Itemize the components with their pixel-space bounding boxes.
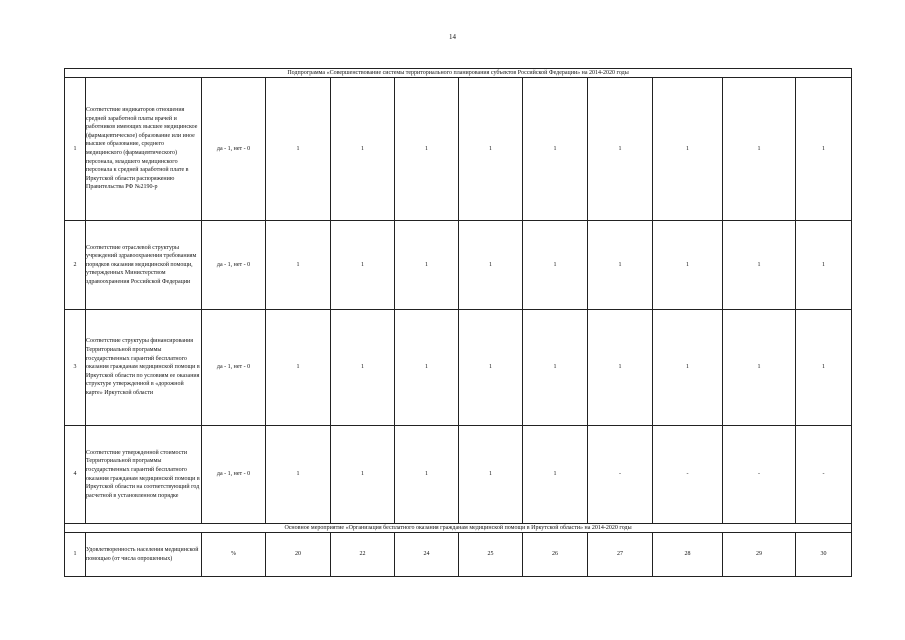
value-cell: 1 (523, 310, 588, 426)
value-cell: 1 (523, 78, 588, 221)
value-cell: 1 (653, 221, 723, 310)
value-cell: 1 (723, 78, 796, 221)
section-header-row (65, 69, 852, 78)
value-cell: 1 (459, 221, 523, 310)
value-cell: 25 (459, 533, 523, 577)
value-cell: 26 (523, 533, 588, 577)
value-cell: 1 (796, 78, 852, 221)
value-cell: 1 (395, 78, 459, 221)
table-row (65, 426, 852, 524)
row-number: 4 (65, 426, 86, 524)
section-title: Основное мероприятие «Организация бесплатного оказания гражданам медицинской помощи в Иркутской области» на 2014-2020 годы (65, 524, 852, 533)
table-row (65, 533, 852, 577)
value-cell: 1 (266, 426, 331, 524)
value-cell: 1 (459, 78, 523, 221)
indicator-name: Соответствие отраслевой структуры учреждений здравоохранения требованиям порядков оказания медицинской помощи, утвержденных Министерством здравоохранения Российской Федерации (86, 221, 202, 310)
value-cell: 1 (331, 426, 395, 524)
value-cell: 1 (796, 221, 852, 310)
value-cell: 1 (588, 78, 653, 221)
unit-cell: да - 1, нет - 0 (202, 310, 266, 426)
value-cell: 1 (459, 310, 523, 426)
unit-cell: % (202, 533, 266, 577)
table-row (65, 78, 852, 221)
value-cell: - (723, 426, 796, 524)
value-cell: 1 (723, 310, 796, 426)
value-cell: 1 (395, 310, 459, 426)
indicator-name: Соответствие утвержденной стоимости Территориальной программы государственных гарантий бесплатного оказания гражданам медицинской помощи в Иркутской области на соответствующий год расчетной в установленном порядке (86, 426, 202, 524)
value-cell: 1 (266, 78, 331, 221)
indicator-name: Соответствие структуры финансирования Территориальной программы государственных гарантий бесплатного оказания гражданам медицинской помощи в Иркутской области по условиям ее оказания структуре утвержденной в «дорожной карте» Иркутской области (86, 310, 202, 426)
value-cell: 1 (796, 310, 852, 426)
value-cell: 1 (266, 310, 331, 426)
value-cell: 27 (588, 533, 653, 577)
row-number: 3 (65, 310, 86, 426)
value-cell: 1 (588, 310, 653, 426)
table-row (65, 310, 852, 426)
value-cell: 1 (395, 426, 459, 524)
value-cell: 1 (331, 78, 395, 221)
indicator-name: Соответствие индикаторов отношения средней заработной платы врачей и работников имеющих высшее медицинское (фармацевтическое) образование или иное высшее образование, среднего медицинского (фармацевтического) персонала, младшего медицинского персонала к средней заработной плате в Иркутской области распоряжению Правительства РФ №2190-р (86, 78, 202, 221)
indicators-table (64, 68, 852, 577)
value-cell: 20 (266, 533, 331, 577)
value-cell: 1 (653, 310, 723, 426)
page-number: 14 (449, 33, 456, 41)
value-cell: 1 (266, 221, 331, 310)
value-cell: 1 (331, 310, 395, 426)
unit-cell: да - 1, нет - 0 (202, 426, 266, 524)
value-cell: 1 (331, 221, 395, 310)
value-cell: 24 (395, 533, 459, 577)
value-cell: 30 (796, 533, 852, 577)
value-cell: 1 (523, 426, 588, 524)
value-cell: 1 (459, 426, 523, 524)
unit-cell: да - 1, нет - 0 (202, 78, 266, 221)
value-cell: 1 (588, 221, 653, 310)
value-cell: 28 (653, 533, 723, 577)
unit-cell: да - 1, нет - 0 (202, 221, 266, 310)
value-cell: 1 (723, 221, 796, 310)
value-cell: - (796, 426, 852, 524)
value-cell: - (588, 426, 653, 524)
value-cell: 22 (331, 533, 395, 577)
value-cell: 1 (653, 78, 723, 221)
row-number: 2 (65, 221, 86, 310)
row-number: 1 (65, 78, 86, 221)
value-cell: 1 (523, 221, 588, 310)
value-cell: 1 (395, 221, 459, 310)
value-cell: 29 (723, 533, 796, 577)
table-row (65, 221, 852, 310)
value-cell: - (653, 426, 723, 524)
row-number: 1 (65, 533, 86, 577)
section-title: Подпрограмма «Совершенствование системы территориального планирования субъектов Российской Федерации» на 2014-2020 годы (65, 69, 852, 78)
section-header-row (65, 524, 852, 533)
indicator-name: Удовлетворенность населения медицинской помощью (от числа опрошенных) (86, 533, 202, 577)
